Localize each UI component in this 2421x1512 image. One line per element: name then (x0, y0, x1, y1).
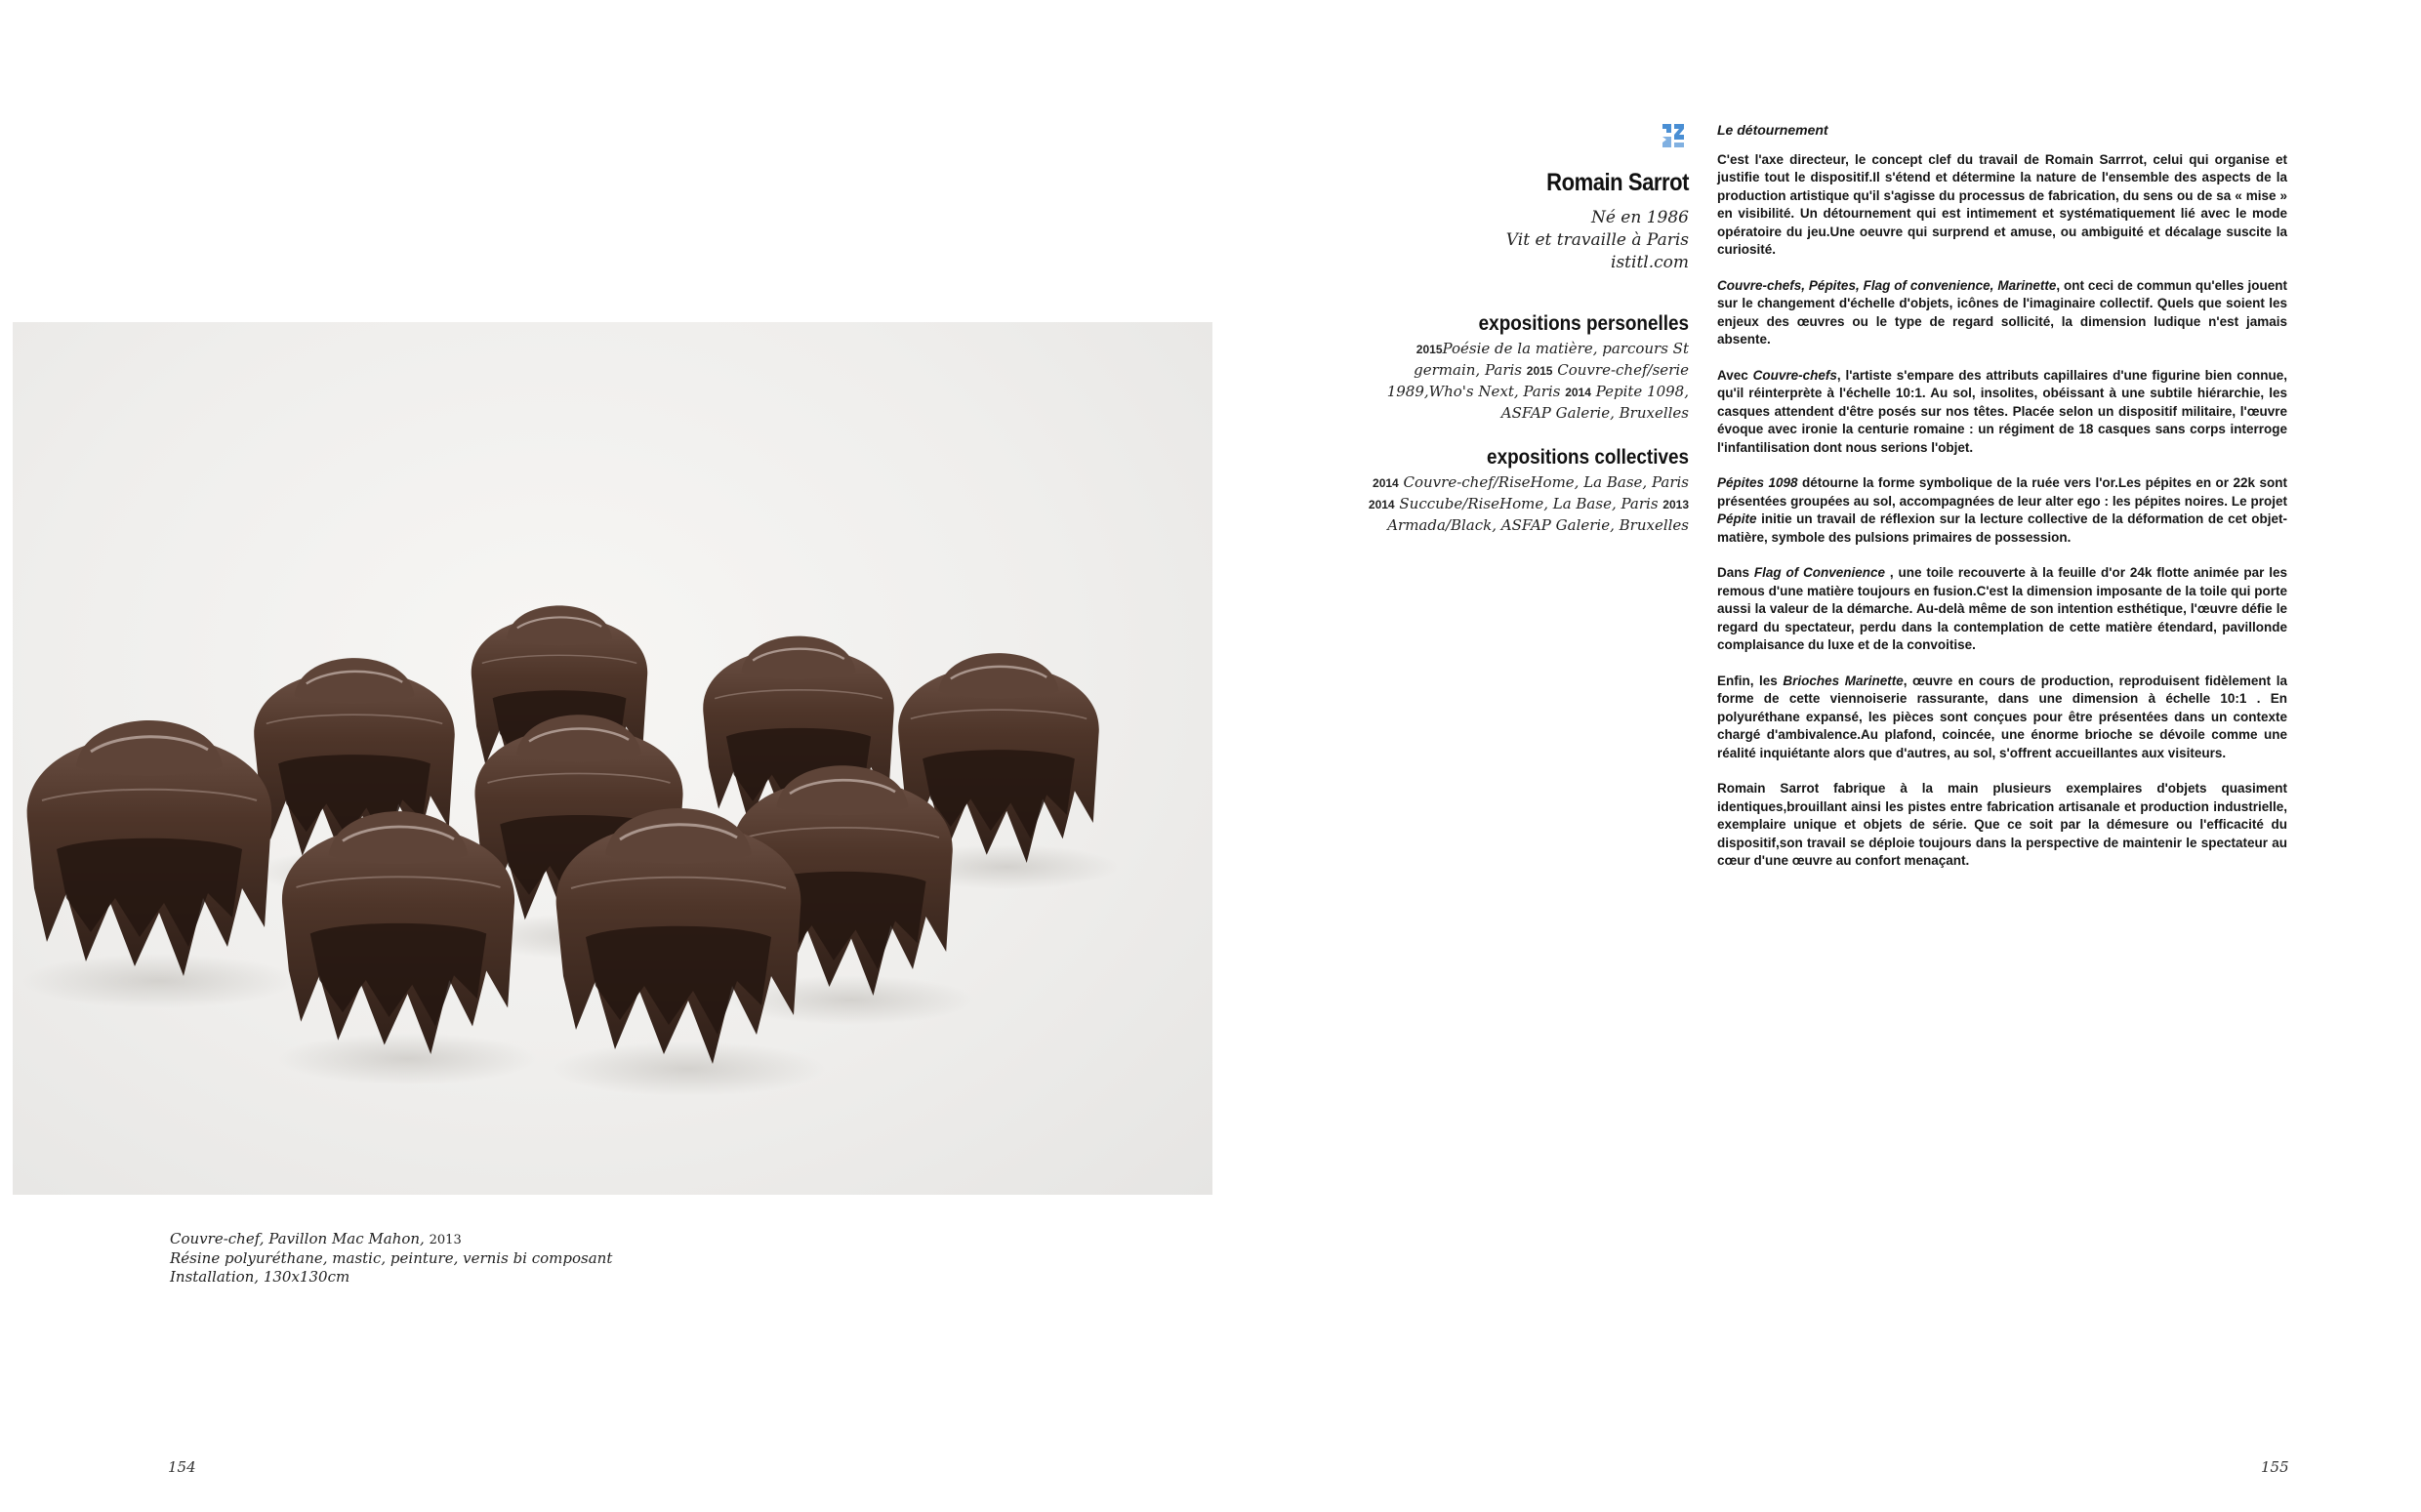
artist-info (1367, 123, 1689, 536)
caption-year: 2013 (429, 1233, 462, 1247)
helmets-illustration (13, 322, 1212, 1195)
exhibition-text: Poésie de la matière, parcours St germain, Paris (1414, 340, 1689, 379)
paragraph-text: , ont ceci de commun qu'elles jouent sur le changement d'échelle d'objets, icônes de l'imaginaire collectif. Quels que soient les enjeux des œuvres ou le type de regard sollicité, la dimension ludique n'est jamais absente. (1717, 277, 2287, 347)
exhibition-text: Couvre-chef/RiseHome, La Base, Paris (1403, 473, 1689, 491)
paragraph (1717, 673, 2287, 763)
exhibition-text: Armada/Black, ASFAP Galerie, Bruxelles (1387, 516, 1689, 534)
work-titles: Couvre-chefs, Pépites, Flag of convenience, Marinette (1717, 277, 2057, 293)
page-number-right: 155 (2261, 1458, 2289, 1476)
paragraph (1717, 277, 2287, 349)
solo-exhibitions-title: expositions personelles (1478, 312, 1689, 335)
article-text (1717, 121, 2287, 888)
caption-title: Couvre-chef, Pavillon Mac Mahon, (170, 1230, 425, 1247)
article-heading: Le détournement (1717, 122, 1828, 138)
work-title: Pépites 1098 (1717, 475, 1798, 490)
exhibition-year: 2014 (1565, 386, 1591, 399)
artwork-photo (13, 322, 1212, 1195)
exhibition-year: 2015 (1526, 364, 1553, 378)
work-title: Flag of Convenience (1753, 565, 1886, 580)
work-title: Couvre-chefs (1752, 367, 1837, 383)
work-title: Brioches Marinette (1783, 673, 1904, 688)
exhibition-text: Succube/RiseHome, La Base, Paris (1399, 495, 1659, 512)
paragraph-text: C'est l'axe directeur, le concept clef du travail de Romain Sarrrot, celui qui organise et justifie tout le dispositif.Il s'étend et détermine la nature de l'ensemble des aspects de la production artistique qu'il s'agisse du processus de fabrication, du sens ou de sa « mise » en visibilité. Un détournement qui est intimement et systématiquement lié avec le mode opératoire du jeu.Une oeuvre qui surprend et amuse, ou ambiguité et décalage suscite la curiosité. (1717, 151, 2287, 257)
exhibition-year: 2014 (1368, 498, 1395, 511)
paragraph-text: , œuvre en cours de production, reproduisent fidèlement la forme de cette viennoiserie rassurante, dans une dimension à échelle 10:1 . En polyuréthane expansé, les pièces sont conçues pour être présentées dans un contexte chargé d'ambivalence.Au plafond, coincée, une énorme brioche se dévoile comme une réalité inquiétante alors que d'autres, au sol, s'offrent accueillantes aux visiteurs. (1717, 673, 2287, 760)
paragraph (1717, 780, 2287, 871)
exhibition-text: Pepite 1098, ASFAP Galerie, Bruxelles (1500, 383, 1689, 422)
paragraph (1717, 564, 2287, 655)
photo-caption (170, 1230, 853, 1287)
paragraph (1717, 474, 2287, 547)
paragraph-text: initie un travail de réflexion sur la lecture collective de la déformation de cet objet-matière, symbole des pulsions primaires de possession. (1717, 511, 2287, 545)
paragraph-text: détourne la forme symbolique de la ruée vers l'or.Les pépites en or 22k sont présentées groupées au sol, accompagnées de leur alter ego : les pépites noires. Le projet (1717, 475, 2287, 509)
paragraph (1717, 367, 2287, 458)
solo-exhibitions-list (1367, 339, 1689, 424)
paragraph-text: Romain Sarrot fabrique à la main plusieurs exemplaires d'objets quasiment identiques,brouillant ainsi les pistes entre fabrication artisanale et production industrielle, exemplaire unique et objets de série. Que ce soit par la démesure ou l'efficacité du dispositif,son travail se déploie toujours dans la perspective de maintenir le spectateur au cœur d'une œuvre au confort menaçant. (1717, 781, 2287, 868)
artist-lives: Vit et travaille à Paris (1505, 230, 1689, 250)
artist-bio (1367, 207, 1689, 274)
paragraph-text: , une toile recouverte à la feuille d'or 24k flotte animée par les remous d'une matière toujours en fusion.C'est la dimension imposante de la toile qui porte aussi la valeur de la démarche. Au-delà même de son intention esthétique, l'œuvre défie le regard du spectateur, perdu dans la contemplation de cette matière étendard, pavillonde complaisance du luxe et de la convoitise. (1717, 565, 2288, 652)
caption-dimensions: Installation, 130x130cm (170, 1268, 350, 1286)
group-exhibitions-title: expositions collectives (1487, 446, 1689, 469)
paragraph-text: Enfin, les (1717, 673, 1784, 688)
caption-materials: Résine polyuréthane, mastic, peinture, vernis bi composant (170, 1249, 613, 1267)
artist-name: Romain Sarrot (1546, 169, 1689, 196)
exhibition-year: 2013 (1662, 498, 1689, 511)
exhibition-year: 2015 (1416, 343, 1443, 356)
paragraph-text: , l'artiste s'empare des attributs capillaires d'une figurine bien connue, qu'il réinterprète à l'échelle 10:1. Au sol, insolites, obéissant à une subtile hiérarchie, les casques attendent d'être posés sur nos têtes. Placée selon un dispositif militaire, l'œuvre évoque avec ironie la centurie romaine : un régiment de 18 casques sans corps interroge l'infantilisation dont nous serions l'objet. (1717, 367, 2287, 455)
paragraph (1717, 151, 2287, 260)
page-number-left: 154 (168, 1458, 196, 1476)
artist-website: istitl.com (1611, 253, 1689, 272)
paragraph-text: Dans (1717, 565, 1754, 580)
work-title: Pépite (1717, 511, 1757, 526)
artist-born: Né en 1986 (1590, 208, 1689, 227)
group-exhibitions-list (1367, 472, 1689, 536)
paragraph-text: Avec (1717, 367, 1753, 383)
helmet-sculpture (22, 720, 296, 1008)
exhibition-text: Couvre-chef/serie 1989,Who's Next, Paris (1386, 361, 1689, 400)
exhibition-year: 2014 (1373, 476, 1399, 490)
